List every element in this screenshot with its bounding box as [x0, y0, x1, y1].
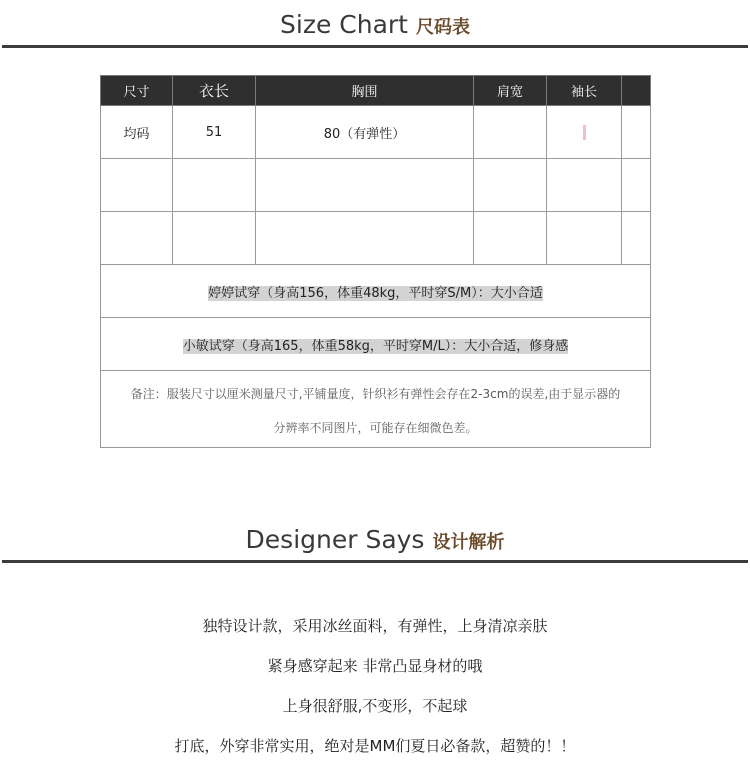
cell-sleeve	[547, 212, 622, 265]
cell-length: 51	[173, 106, 256, 159]
header-length: 衣长	[173, 76, 256, 106]
remark-line-2: 分辨率不同图片，可能存在细微色差。	[273, 421, 478, 435]
cell-shoulder	[474, 212, 547, 265]
fit-note-cell	[101, 265, 651, 318]
designer-line-2: 紧身感穿起来 非常凸显身材的哦	[267, 657, 483, 675]
header-size: 尺寸	[101, 76, 173, 106]
designer-line-1: 独特设计款，采用冰丝面料，有弹性，上身清凉亲肤	[202, 617, 548, 635]
header-sleeve: 袖长	[547, 76, 622, 106]
remark-row	[101, 371, 651, 448]
cell-length	[173, 212, 256, 265]
fit-note-2: 小敏试穿（身高165，体重58kg，平时穿M/L）：大小合适，修身感	[182, 338, 569, 354]
cell-extra	[622, 212, 651, 265]
header-shoulder: 肩宽	[474, 76, 547, 106]
fit-note-row	[101, 265, 651, 318]
designer-says-divider	[2, 560, 748, 563]
size-chart-divider	[2, 45, 748, 48]
cell-extra	[622, 106, 651, 159]
remark-line-1: 备注：服装尺寸以厘米测量尺寸,平铺量度，针织衫有弹性会存在2-3cm的误差,由于显示器的	[130, 387, 621, 401]
cell-bust: 80（有弹性）	[256, 106, 474, 159]
table-row	[101, 212, 651, 265]
size-chart-title-cn: 尺码表	[415, 17, 470, 38]
size-table-header-row	[101, 76, 651, 106]
designer-line-4: 打底，外穿非常实用，绝对是MM们夏日必备款，超赞的！！	[174, 737, 576, 755]
remark-text	[101, 371, 650, 447]
designer-line-3: 上身很舒服,不变形，不起球	[282, 697, 468, 715]
cell-length	[173, 159, 256, 212]
size-chart-heading	[0, 10, 750, 39]
pink-mark	[583, 125, 586, 140]
cell-size	[101, 212, 173, 265]
size-table	[100, 75, 651, 448]
designer-says-title-cn: 设计解析	[432, 532, 505, 553]
cell-bust	[256, 159, 474, 212]
cell-extra	[622, 159, 651, 212]
remark-cell	[101, 371, 651, 448]
designer-says-heading	[0, 525, 750, 554]
fit-note-row	[101, 318, 651, 371]
designer-says-title-en: Designer Says	[245, 525, 425, 554]
cell-shoulder	[474, 106, 547, 159]
size-chart-title-en: Size Chart	[280, 10, 408, 39]
header-bust: 胸围	[256, 76, 474, 106]
cell-bust	[256, 212, 474, 265]
cell-sleeve	[547, 106, 622, 159]
header-extra	[622, 76, 651, 106]
fit-note-1: 婷婷试穿（身高156，体重48kg，平时穿S/M）：大小合适	[208, 285, 543, 301]
cell-shoulder	[474, 159, 547, 212]
fit-note-cell	[101, 318, 651, 371]
cell-size: 均码	[101, 106, 173, 159]
cell-size	[101, 159, 173, 212]
table-row	[101, 159, 651, 212]
table-row	[101, 106, 651, 159]
cell-sleeve	[547, 159, 622, 212]
